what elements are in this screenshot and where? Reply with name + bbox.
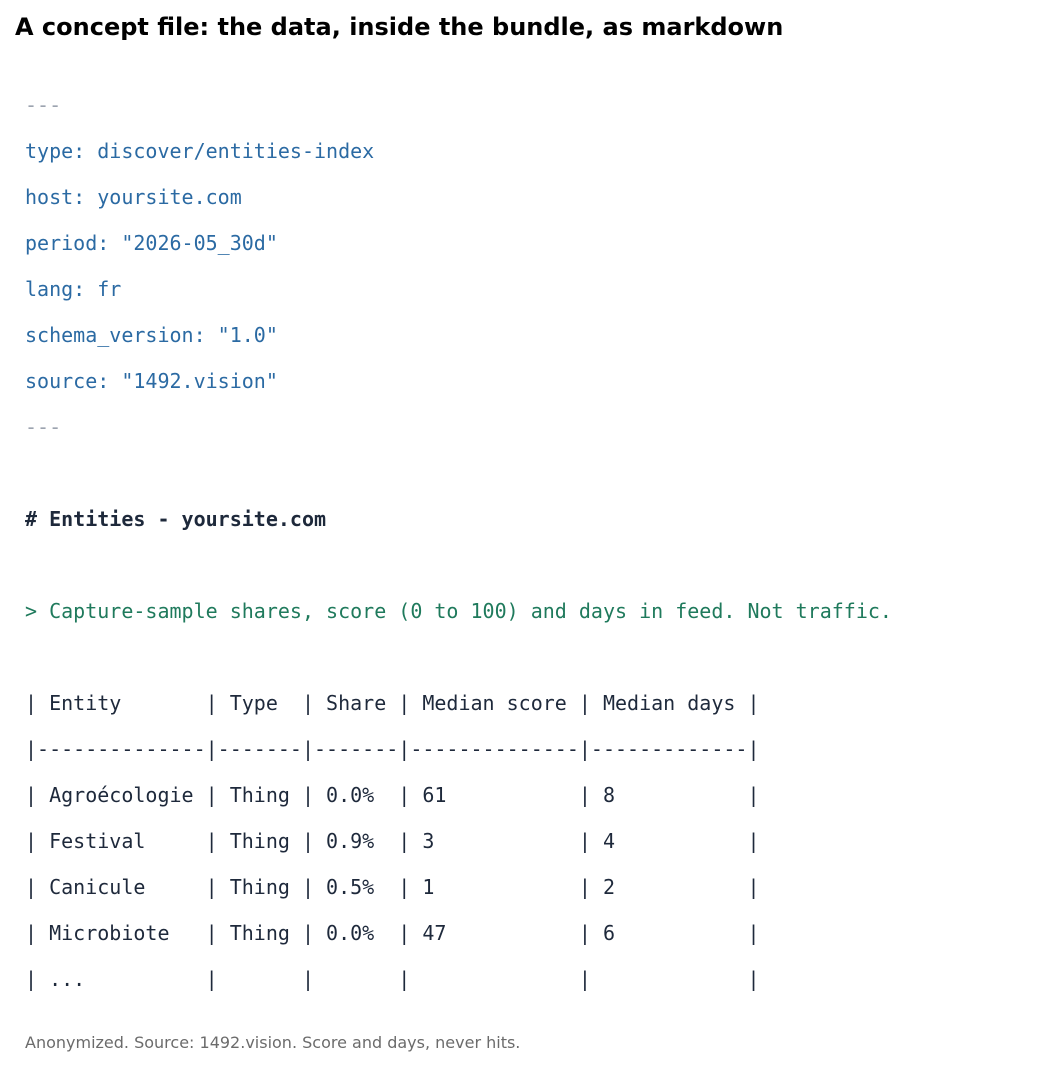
frontmatter-period-line: period: "2026-05_30d": [25, 231, 278, 255]
frontmatter-open-fence: ---: [25, 93, 62, 117]
frontmatter-source-line: source: "1492.vision": [25, 369, 278, 393]
markdown-code-block: [25, 82, 892, 1002]
table-separator: |--------------|-------|-------|--------------|-------------|: [25, 737, 760, 761]
figure-caption: Anonymized. Source: 1492.vision. Score and days, never hits.: [25, 1033, 521, 1052]
blank-line: [25, 634, 892, 680]
blank-line: [25, 450, 892, 496]
frontmatter-close-fence: ---: [25, 415, 62, 439]
table-row: | Canicule | Thing | 0.5% | 1 | 2 |: [25, 875, 760, 899]
table-row: | Agroécologie | Thing | 0.0% | 61 | 8 |: [25, 783, 760, 807]
blank-line: [25, 542, 892, 588]
table-row-ellipsis: | ... | | | | |: [25, 967, 760, 991]
frontmatter-host-line: host: yoursite.com: [25, 185, 242, 209]
markdown-heading: # Entities - yoursite.com: [25, 507, 327, 531]
page-title: A concept file: the data, inside the bundle, as markdown: [15, 13, 784, 41]
frontmatter-type-line: type: discover/entities-index: [25, 139, 375, 163]
markdown-blockquote: > Capture-sample shares, score (0 to 100) and days in feed. Not traffic.: [25, 599, 892, 623]
frontmatter-schema-version-line: schema_version: "1.0": [25, 323, 278, 347]
frontmatter-lang-line: lang: fr: [25, 277, 122, 301]
table-row: | Festival | Thing | 0.9% | 3 | 4 |: [25, 829, 760, 853]
table-row: | Microbiote | Thing | 0.0% | 47 | 6 |: [25, 921, 760, 945]
table-header: | Entity | Type | Share | Median score | Median days |: [25, 691, 760, 715]
